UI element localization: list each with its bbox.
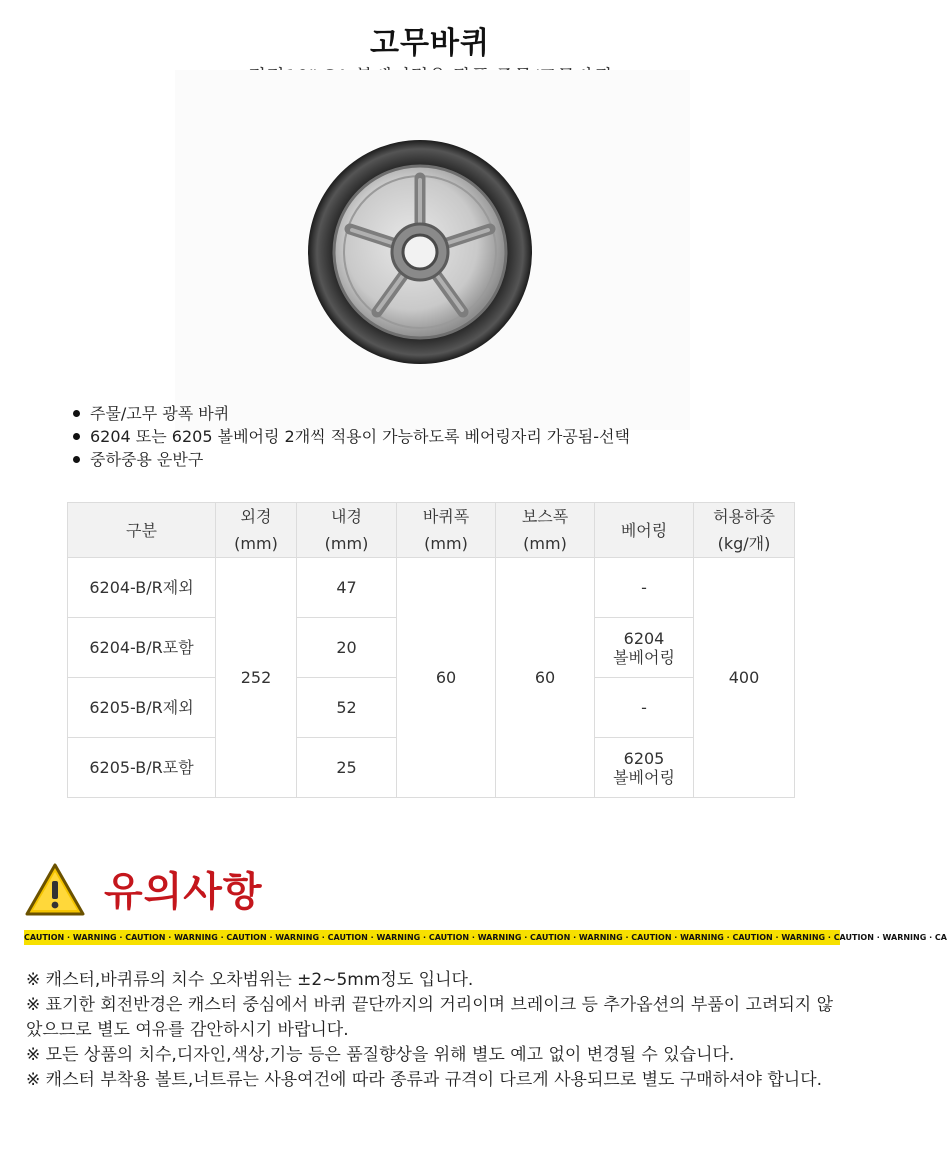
cell-type: 6204-B/R포함 — [68, 618, 216, 678]
header-load: 허용하중 (kg/개) — [694, 503, 795, 558]
wheel-image — [300, 132, 540, 372]
cell-type: 6205-B/R제외 — [68, 678, 216, 738]
feature-text: 주물/고무 광폭 바퀴 — [90, 404, 230, 423]
feature-item — [70, 425, 630, 448]
header-inner-diameter: 내경 (mm) — [297, 503, 397, 558]
caution-tape: CAUTION · WARNING · CAUTION · WARNING · CAUTION · WARNING · CAUTION · WARNING · CAUTION · WARNING · CAUTION · WARNING · CAUTION · WARNING · CAUTION · WARNING · CAUTION · WARNING · CA — [24, 930, 840, 945]
table-row — [68, 558, 795, 618]
cell-inner-diameter: 52 — [297, 678, 397, 738]
cell-type: 6205-B/R포함 — [68, 738, 216, 798]
header-bearing: 베어링 — [595, 503, 694, 558]
feature-list — [70, 402, 630, 471]
feature-item — [70, 402, 630, 425]
header-outer-diameter: 외경 (mm) — [216, 503, 297, 558]
cell-inner-diameter: 20 — [297, 618, 397, 678]
bullet-icon — [73, 410, 80, 417]
cell-boss-width: 60 — [496, 558, 595, 798]
table-header-row — [68, 503, 795, 558]
header-type: 구분 — [68, 503, 216, 558]
cell-bearing: 6205 볼베어링 — [595, 738, 694, 798]
header-wheel-width: 바퀴폭 (mm) — [397, 503, 496, 558]
bullet-icon — [73, 433, 80, 440]
cell-bearing: 6204 볼베어링 — [595, 618, 694, 678]
note-item: ※ 표기한 회전반경은 캐스터 중심에서 바퀴 끝단까지의 거리이며 브레이크 등 추가옵션의 부품이 고려되지 않았으므로 별도 여유를 감안하시기 바랍니다. — [26, 995, 834, 1040]
page-title: 고무바퀴 — [370, 26, 490, 61]
product-image — [175, 70, 690, 430]
cell-outer-diameter: 252 — [216, 558, 297, 798]
bullet-icon — [73, 456, 80, 463]
feature-text: 중하중용 운반구 — [90, 450, 204, 469]
cell-bearing: - — [595, 678, 694, 738]
caution-title: 유의사항 — [104, 869, 263, 915]
warning-triangle-icon — [24, 862, 86, 918]
feature-text: 6204 또는 6205 볼베어링 2개씩 적용이 가능하도록 베어링자리 가공됨-선택 — [90, 427, 630, 446]
note-item: ※ 모든 상품의 치수,디자인,색상,기능 등은 품질향상을 위해 별도 예고 없이 변경될 수 있습니다. — [26, 1045, 735, 1065]
feature-item — [70, 448, 630, 471]
cell-inner-diameter: 25 — [297, 738, 397, 798]
cell-wheel-width: 60 — [397, 558, 496, 798]
cell-type: 6204-B/R제외 — [68, 558, 216, 618]
cell-load: 400 — [694, 558, 795, 798]
note-item: ※ 캐스터,바퀴류의 치수 오차범위는 ±2~5mm정도 입니다. — [26, 970, 474, 990]
spec-table — [67, 502, 795, 798]
note-item: ※ 캐스터 부착용 볼트,너트류는 사용여건에 따라 종류과 규격이 다르게 사용되므로 별도 구매하셔야 합니다. — [26, 1070, 823, 1090]
header-boss-width: 보스폭 (mm) — [496, 503, 595, 558]
cell-inner-diameter: 47 — [297, 558, 397, 618]
cell-bearing: - — [595, 558, 694, 618]
caution-notes — [26, 968, 834, 1093]
